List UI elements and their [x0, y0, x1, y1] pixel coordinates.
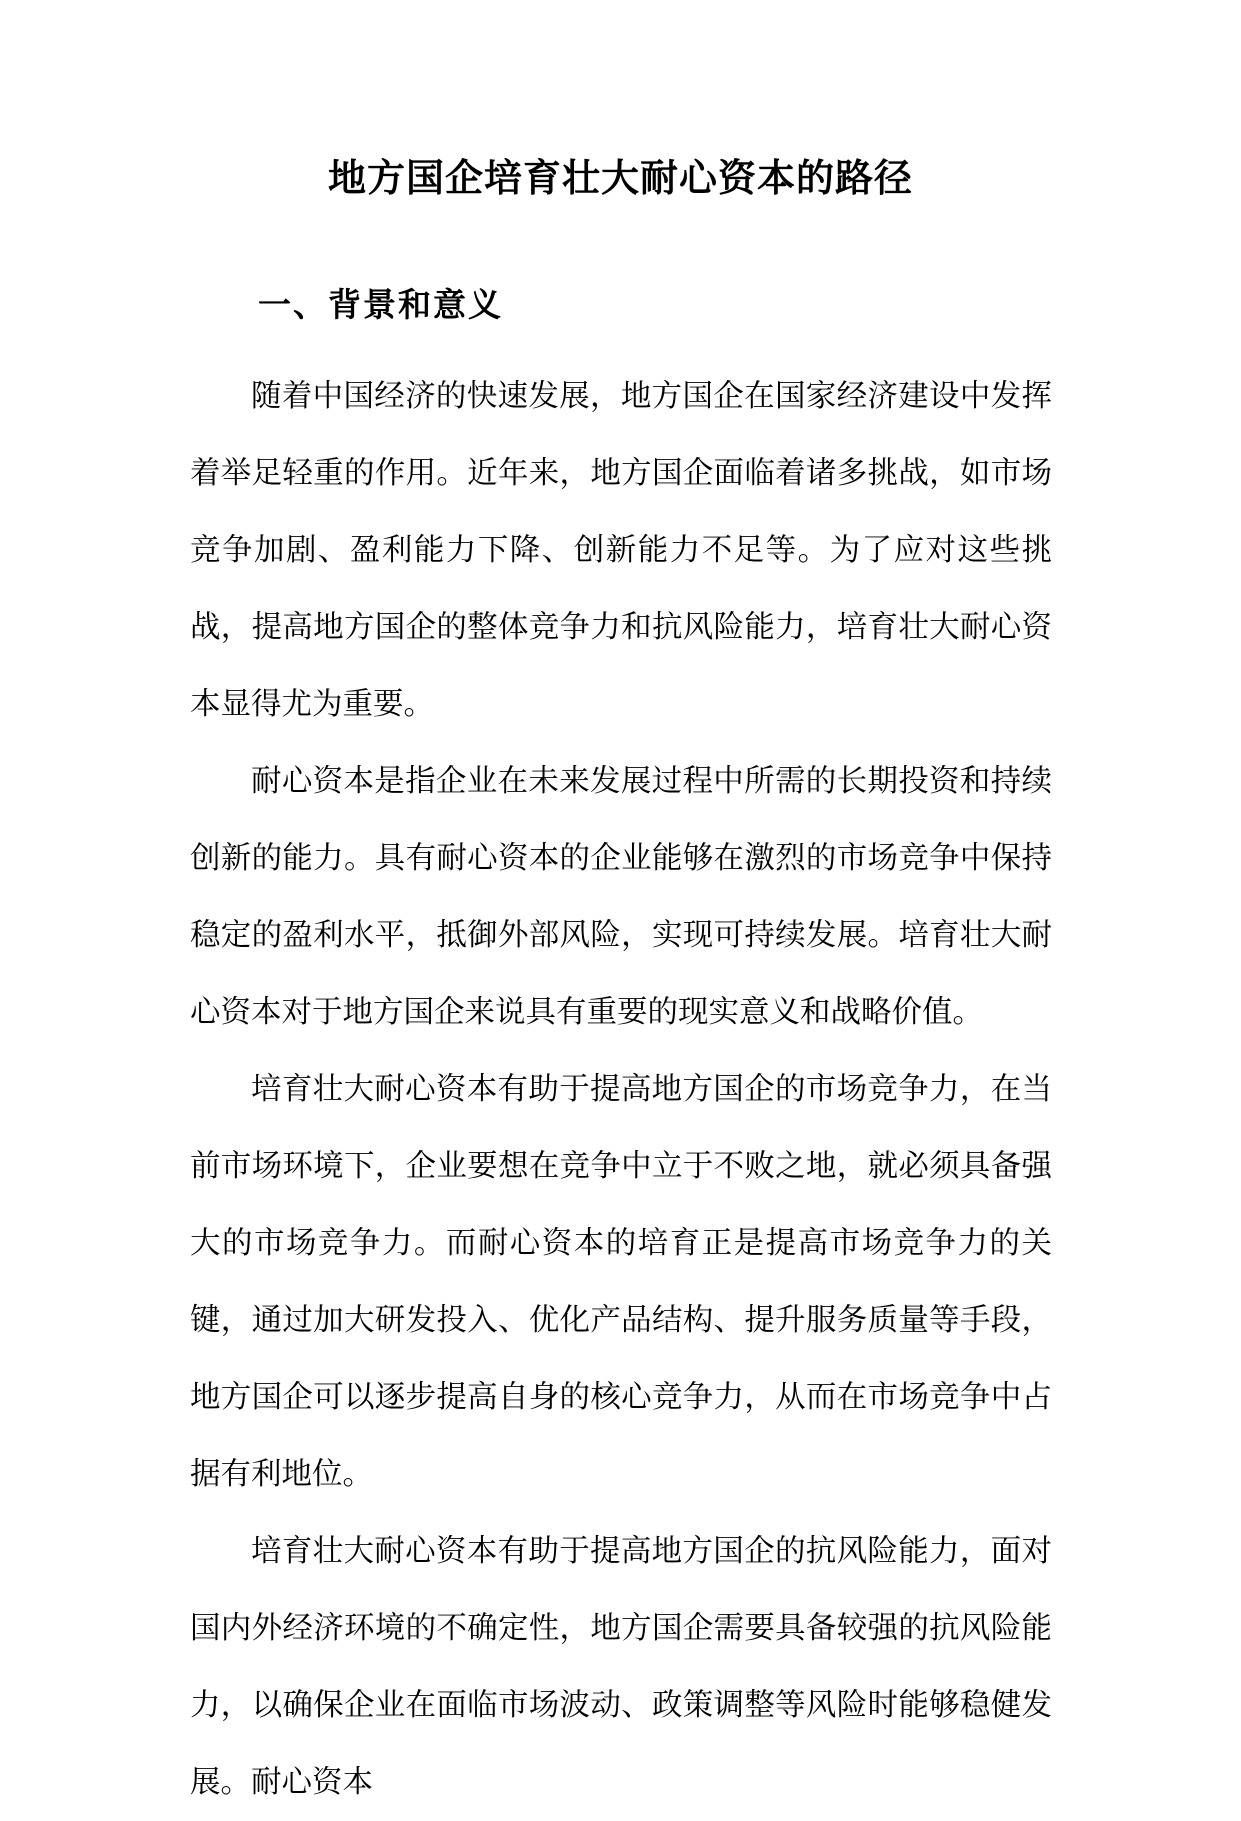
paragraph-3: 培育壮大耐心资本有助于提高地方国企的市场竞争力，在当前市场环境下，企业要想在竞争中立于不败之地，就必须具备强大的市场竞争力。而耐心资本的培育正是提高市场竞争力的关键，通过加大研发投入、优化产品结构、提升服务质量等手段，地方国企可以逐步提高自身的核心竞争力，从而在市场竞争中占据有利地位。	[190, 1072, 1052, 1492]
paragraph-4: 培育壮大耐心资本有助于提高地方国企的抗风险能力，面对国内外经济环境的不确定性，地方国企需要具备较强的抗风险能力，以确保企业在面临市场波动、政策调整等风险时能够稳健发展。耐心资本	[190, 1534, 1052, 1800]
paragraph-2: 耐心资本是指企业在未来发展过程中所需的长期投资和持续创新的能力。具有耐心资本的企业能够在激烈的市场竞争中保持稳定的盈利水平，抵御外部风险，实现可持续发展。培育壮大耐心资本对于地方国企来说具有重要的现实意义和战略价值。	[190, 764, 1052, 1030]
section-heading: 一、背景和意义	[258, 285, 503, 324]
body-text	[190, 358, 1052, 1821]
paragraph-1: 随着中国经济的快速发展，地方国企在国家经济建设中发挥着举足轻重的作用。近年来，地方国企面临着诸多挑战，如市场竞争加剧、盈利能力下降、创新能力不足等。为了应对这些挑战，提高地方国企的整体竞争力和抗风险能力，培育壮大耐心资本显得尤为重要。	[190, 379, 1052, 722]
document-title: 地方国企培育壮大耐心资本的路径	[327, 155, 913, 200]
